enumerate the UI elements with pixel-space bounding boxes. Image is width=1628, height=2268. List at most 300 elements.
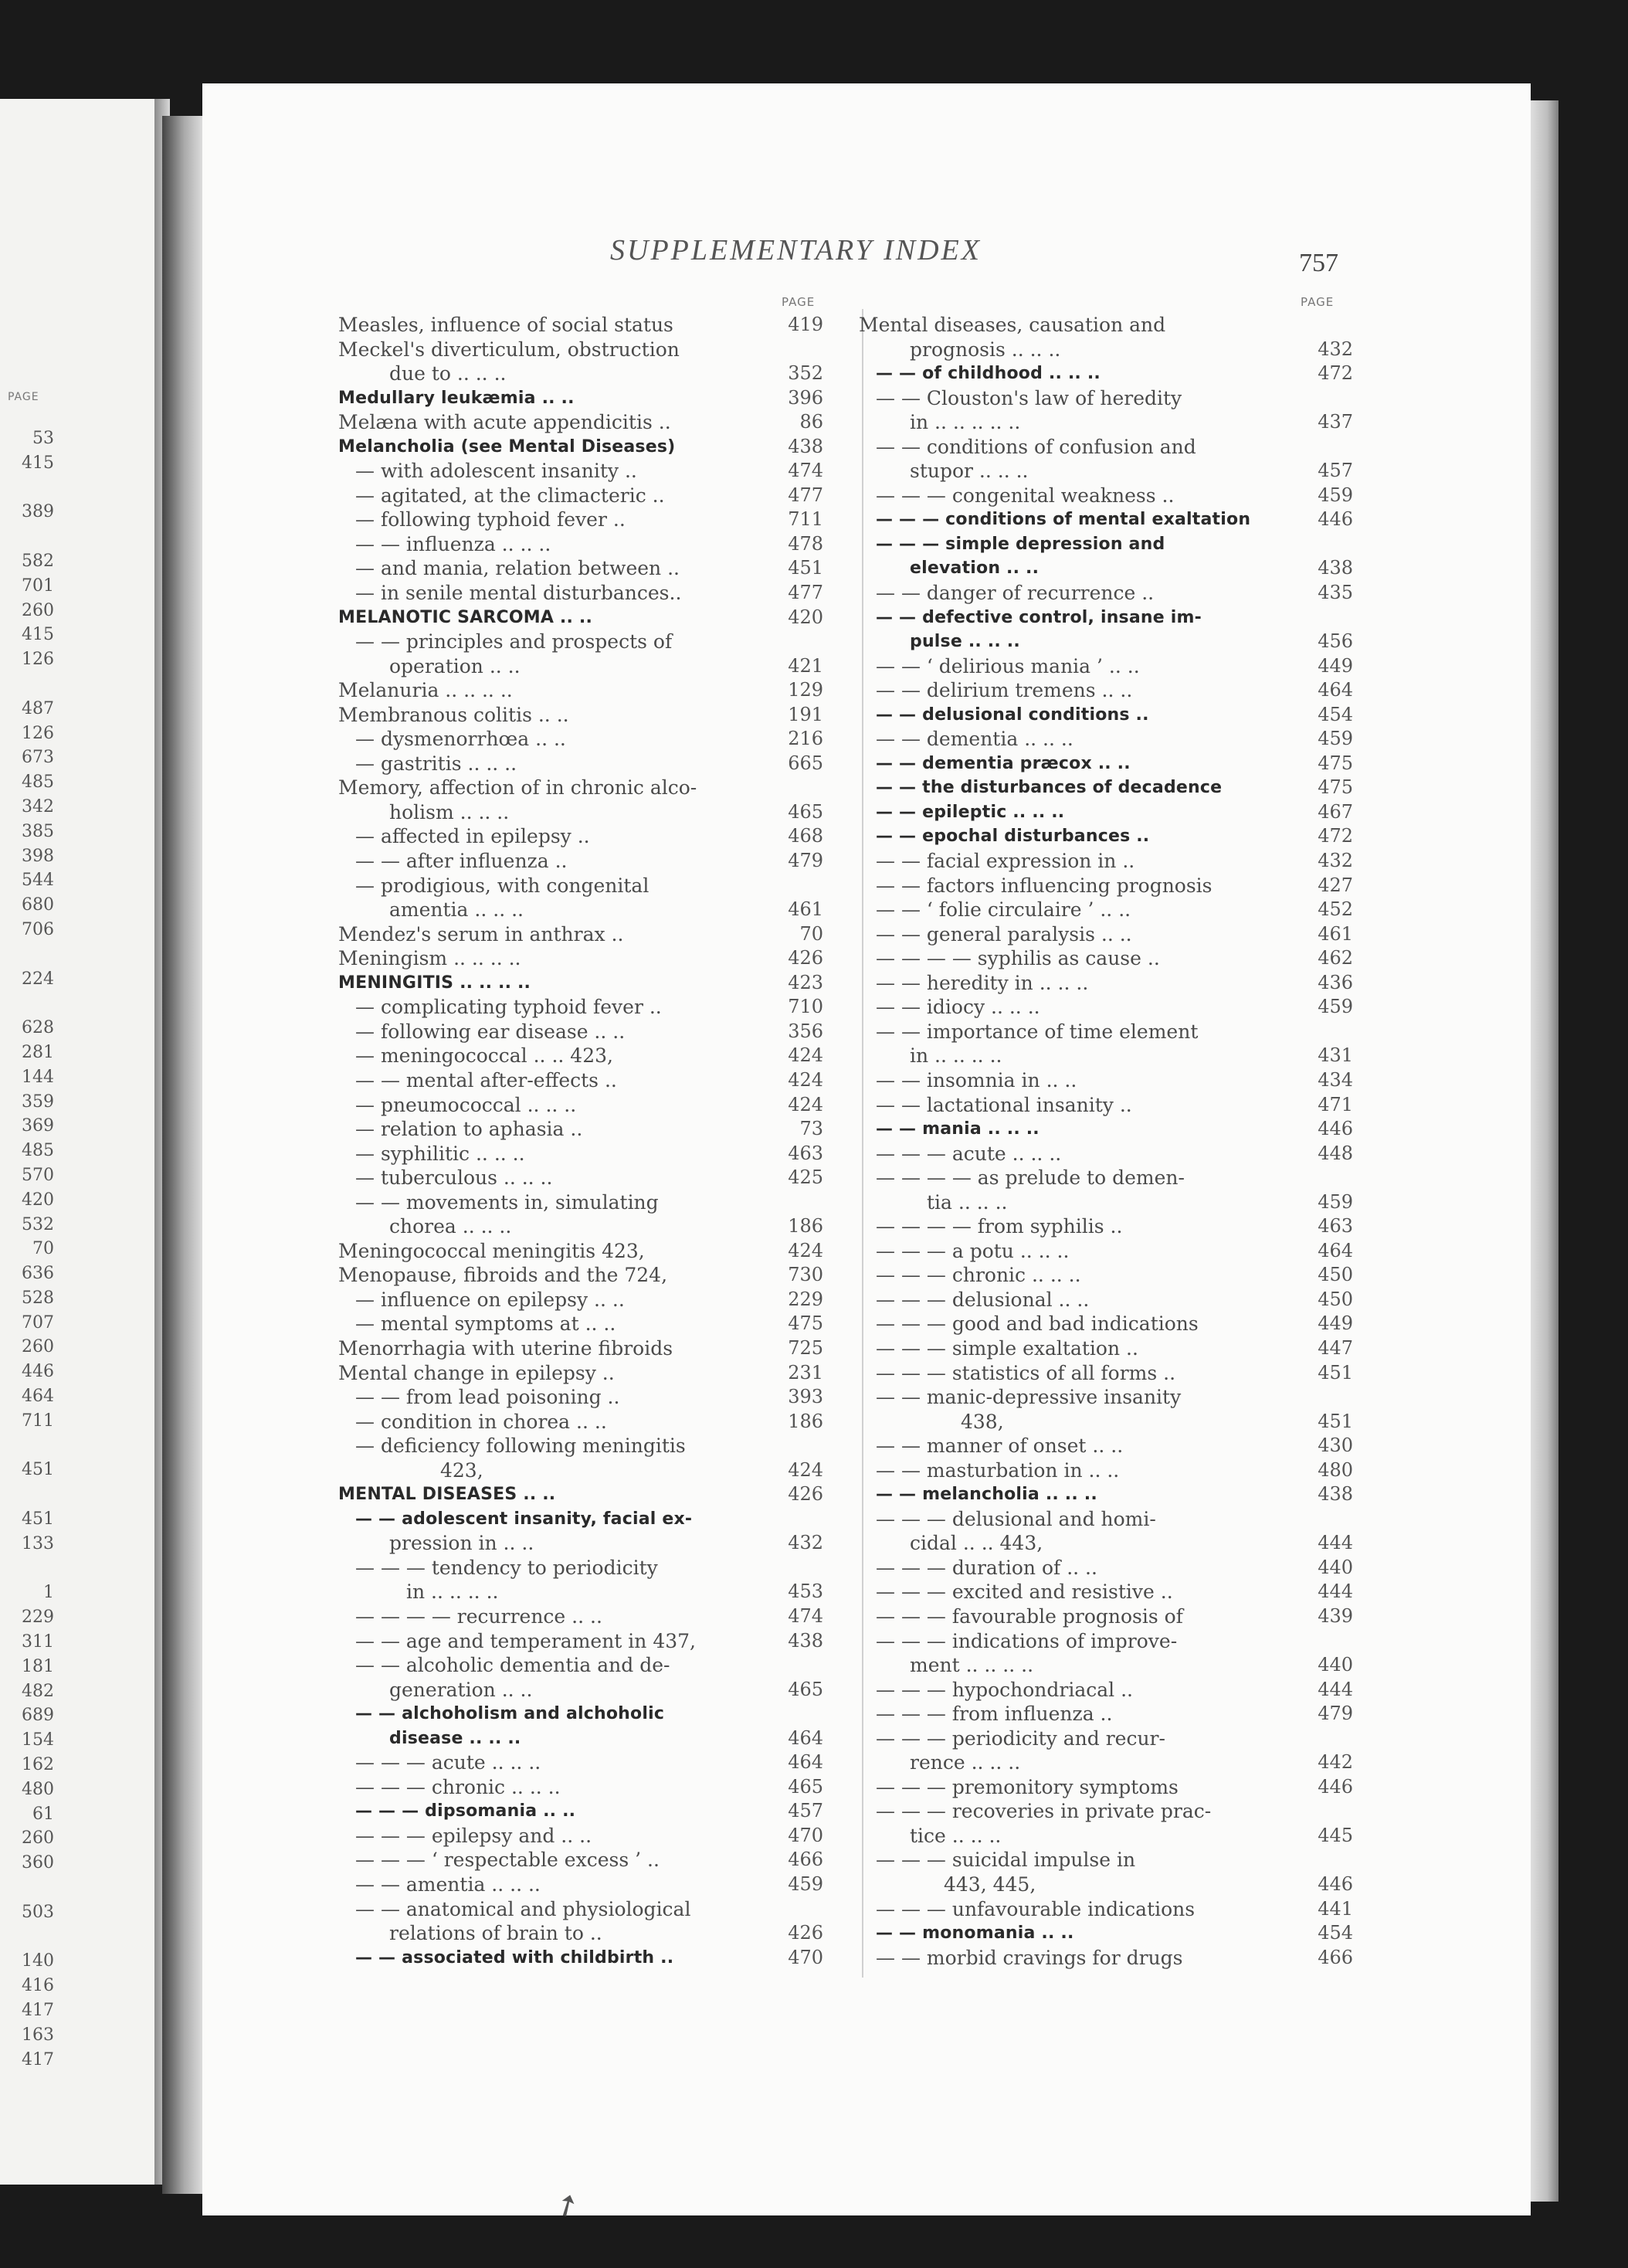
previous-page-number: 689 xyxy=(22,1706,54,1726)
index-entry xyxy=(338,776,823,800)
entry-page: 459 xyxy=(1318,484,1353,506)
index-entry xyxy=(859,1239,1353,1264)
index-entry xyxy=(338,581,823,606)
entry-text: — — morbid cravings for drugs xyxy=(876,1946,1183,1969)
index-entry xyxy=(338,1482,823,1507)
index-entry xyxy=(338,946,823,971)
index-entry xyxy=(859,1336,1353,1361)
entry-text: 443, 445, xyxy=(944,1873,1036,1896)
entry-text: — — alcoholic dementia and de- xyxy=(355,1654,670,1677)
entry-page: 665 xyxy=(788,752,823,774)
index-entry xyxy=(859,946,1353,971)
entry-page: 730 xyxy=(788,1264,823,1286)
entry-text: — — idiocy .. .. .. xyxy=(876,996,1040,1019)
index-entry xyxy=(859,1458,1353,1483)
previous-page-number xyxy=(0,1482,54,1507)
previous-page-number: 162 xyxy=(22,1755,54,1775)
previous-page-number: 229 xyxy=(22,1608,54,1628)
previous-page-number: 1 xyxy=(43,1583,54,1603)
index-entry xyxy=(859,654,1353,679)
entry-text: — affected in epilepsy .. xyxy=(355,825,590,848)
previous-page-number: 707 xyxy=(22,1312,54,1333)
entry-text: — — — — recurrence .. .. xyxy=(355,1604,602,1628)
entry-text: Mental diseases, causation and xyxy=(859,314,1166,336)
index-entry xyxy=(859,1872,1353,1897)
entry-text: — relation to aphasia .. xyxy=(355,1118,583,1141)
entry-page: 438 xyxy=(1318,1483,1353,1506)
entry-text: — gastritis .. .. .. xyxy=(355,752,517,775)
previous-page-number xyxy=(0,672,54,697)
page-number: 757 xyxy=(1299,249,1338,277)
previous-page-number: 360 xyxy=(22,1853,54,1873)
entry-text: — — from lead poisoning .. xyxy=(355,1386,620,1409)
index-entry xyxy=(859,313,1353,338)
index-entry xyxy=(338,1580,823,1604)
index-entry xyxy=(338,1336,823,1361)
index-entry xyxy=(338,824,823,849)
entry-text: — — masturbation in .. .. xyxy=(876,1458,1120,1482)
entry-page: 86 xyxy=(799,411,823,433)
index-entry xyxy=(859,1263,1353,1288)
entry-text: — — — conditions of mental exaltation xyxy=(876,510,1251,530)
entry-text: — — alchoholism and alchoholic xyxy=(355,1704,665,1724)
previous-page-number: 260 xyxy=(22,600,54,620)
entry-page: 352 xyxy=(788,362,823,385)
entry-text: — agitated, at the climacteric .. xyxy=(355,484,665,507)
entry-page: 461 xyxy=(788,898,823,921)
entry-text: Meckel's diverticulum, obstruction xyxy=(338,338,680,361)
index-entry xyxy=(859,338,1353,362)
previous-page-number: 359 xyxy=(22,1092,54,1112)
index-entry xyxy=(338,1702,823,1726)
entry-text: Membranous colitis .. .. xyxy=(338,703,569,726)
previous-page-number xyxy=(0,1925,54,1950)
entry-page: 186 xyxy=(788,1410,823,1432)
entry-text: — — — suicidal impulse in xyxy=(876,1849,1136,1872)
previous-page-number: 532 xyxy=(22,1214,54,1234)
entry-page: 479 xyxy=(1318,1703,1353,1725)
entry-text: Menopause, fibroids and the 724, xyxy=(338,1264,668,1287)
index-entry xyxy=(859,971,1353,996)
entry-text: — — amentia .. .. .. xyxy=(355,1873,541,1896)
entry-page: 463 xyxy=(1318,1215,1353,1238)
index-entry xyxy=(859,1410,1353,1434)
previous-page-number: 140 xyxy=(22,1951,54,1971)
index-entry xyxy=(859,1507,1353,1532)
entry-page: 444 xyxy=(1318,1580,1353,1603)
entry-page: 464 xyxy=(1318,679,1353,701)
index-entry xyxy=(338,1726,823,1751)
entry-text: — — — delusional and homi- xyxy=(876,1507,1156,1530)
entry-text: Medullary leukæmia .. .. xyxy=(338,388,575,408)
entry-page: 426 xyxy=(788,1483,823,1506)
entry-page: 459 xyxy=(1318,996,1353,1018)
entry-page: 440 xyxy=(1318,1654,1353,1676)
entry-page: 475 xyxy=(1318,776,1353,799)
entry-text: — — the disturbances of decadence xyxy=(876,778,1223,798)
index-entry xyxy=(338,971,823,996)
entry-text: — with adolescent insanity .. xyxy=(355,460,637,483)
entry-page: 437 xyxy=(1318,411,1353,433)
entry-page: 470 xyxy=(788,1946,823,1968)
entry-page: 216 xyxy=(788,728,823,750)
index-entry xyxy=(859,849,1353,874)
index-entry xyxy=(859,1385,1353,1410)
entry-text: MELANOTIC SARCOMA .. .. xyxy=(338,607,593,627)
index-entry xyxy=(859,581,1353,606)
index-entry xyxy=(859,678,1353,703)
index-entry xyxy=(338,727,823,752)
entry-text: Measles, influence of social status xyxy=(338,314,673,336)
previous-page-number: 420 xyxy=(22,1190,54,1210)
index-entry xyxy=(338,1361,823,1386)
entry-text: — — — premonitory symptoms xyxy=(876,1775,1179,1798)
entry-text: — — defective control, insane im- xyxy=(876,607,1202,627)
previous-page xyxy=(0,99,159,2185)
left-entries xyxy=(338,313,823,1970)
previous-page-number: 480 xyxy=(22,1779,54,1799)
entry-text: — — conditions of confusion and xyxy=(876,435,1196,458)
entry-text: — — manic-depressive insanity xyxy=(876,1386,1182,1409)
entry-text: — — influenza .. .. .. xyxy=(355,532,551,555)
entry-page: 446 xyxy=(1318,1775,1353,1798)
previous-page-number: 260 xyxy=(22,1828,54,1849)
entry-text: Menorrhagia with uterine fibroids xyxy=(338,1336,673,1360)
index-entry xyxy=(859,800,1353,825)
entry-text: ment .. .. .. .. xyxy=(910,1654,1034,1677)
entry-text: 423, xyxy=(440,1458,483,1482)
previous-page-number: 417 xyxy=(22,2001,54,2020)
entry-text: — — — tendency to periodicity xyxy=(355,1556,658,1579)
entry-text: — — ‘ delirious mania ’ .. .. xyxy=(876,654,1140,677)
entry-page: 430 xyxy=(1318,1434,1353,1457)
previous-page-number xyxy=(0,1876,54,1900)
index-entry xyxy=(859,1288,1353,1312)
previous-page-numbers xyxy=(0,426,54,2072)
index-entry xyxy=(338,1848,823,1872)
previous-page-number: 342 xyxy=(22,796,54,817)
entry-page: 424 xyxy=(788,1068,823,1091)
entry-page: 471 xyxy=(1318,1093,1353,1115)
index-entry xyxy=(338,1921,823,1946)
index-entry xyxy=(859,1702,1353,1726)
index-entry xyxy=(338,1897,823,1922)
entry-text: — — — from influenza .. xyxy=(876,1703,1113,1726)
entry-text: — — of childhood .. .. .. xyxy=(876,364,1101,384)
entry-page: 425 xyxy=(788,1166,823,1189)
previous-page-number: 528 xyxy=(22,1288,54,1308)
previous-page-number: 446 xyxy=(22,1362,54,1382)
previous-page-number xyxy=(0,525,54,549)
entry-page: 439 xyxy=(1318,1604,1353,1627)
previous-page-number: 711 xyxy=(22,1411,54,1431)
entry-page: 472 xyxy=(1318,362,1353,385)
index-entry xyxy=(859,898,1353,922)
entry-text: — in senile mental disturbances.. xyxy=(355,582,682,605)
entry-page: 478 xyxy=(788,532,823,555)
entry-page: 451 xyxy=(1318,1410,1353,1432)
previous-page-number: 281 xyxy=(22,1042,54,1062)
entry-page: 440 xyxy=(1318,1556,1353,1578)
entry-text: tia .. .. .. xyxy=(927,1190,1008,1214)
index-entry xyxy=(859,1556,1353,1580)
index-entry xyxy=(338,922,823,947)
previous-page-header: PAGE xyxy=(8,391,39,403)
entry-text: — — — unfavourable indications xyxy=(876,1897,1196,1920)
index-entry xyxy=(859,1653,1353,1678)
entry-page: 432 xyxy=(1318,338,1353,360)
previous-page-number: 398 xyxy=(22,846,54,866)
entry-page: 474 xyxy=(788,1604,823,1627)
entry-text: — meningococcal .. .. 423, xyxy=(355,1044,613,1068)
entry-text: — prodigious, with congenital xyxy=(355,874,650,897)
entry-page: 468 xyxy=(788,825,823,847)
entry-text: — — mania .. .. .. xyxy=(876,1119,1040,1139)
entry-text: Meningism .. .. .. .. xyxy=(338,947,521,970)
entry-page: 445 xyxy=(1318,1824,1353,1846)
previous-page-number: 61 xyxy=(32,1804,54,1824)
index-entry xyxy=(338,362,823,386)
entry-text: in .. .. .. .. xyxy=(910,1044,1002,1068)
entry-text: — — — periodicity and recur- xyxy=(876,1726,1165,1750)
cursor-arrow-icon: ➚ xyxy=(548,2183,586,2226)
entry-page: 442 xyxy=(1318,1751,1353,1774)
index-entry xyxy=(859,752,1353,776)
entry-text: chorea .. .. .. xyxy=(389,1215,512,1238)
entry-text: — — principles and prospects of xyxy=(355,630,673,654)
entry-page: 465 xyxy=(788,1775,823,1798)
entry-text: holism .. .. .. xyxy=(389,800,510,823)
index-entry xyxy=(859,1799,1353,1824)
index-entry xyxy=(338,678,823,703)
previous-page-number: 416 xyxy=(22,1976,54,1996)
index-entry xyxy=(859,703,1353,728)
entry-page: 446 xyxy=(1318,1873,1353,1895)
entry-text: — — — chronic .. .. .. xyxy=(355,1775,561,1798)
entry-page: 432 xyxy=(788,1532,823,1554)
index-entry xyxy=(338,800,823,825)
index-entry xyxy=(859,362,1353,386)
index-entry xyxy=(859,1044,1353,1068)
previous-page-number: 544 xyxy=(22,871,54,891)
index-entry xyxy=(859,630,1353,654)
index-entry xyxy=(338,849,823,874)
entry-text: Mental change in epilepsy .. xyxy=(338,1361,615,1384)
index-entry xyxy=(859,1482,1353,1507)
entry-text: — — — — syphilis as cause .. xyxy=(876,947,1160,970)
index-entry xyxy=(859,1726,1353,1751)
entry-text: — — — simple exaltation .. xyxy=(876,1336,1138,1360)
index-entry xyxy=(338,508,823,532)
entry-page: 186 xyxy=(788,1215,823,1238)
index-entry xyxy=(338,1556,823,1580)
previous-page-number: 417 xyxy=(22,2049,54,2069)
entry-text: — — mental after-effects .. xyxy=(355,1068,617,1092)
previous-page-number: 415 xyxy=(22,625,54,645)
index-entry xyxy=(338,1093,823,1118)
previous-page-number xyxy=(0,476,54,501)
entry-text: — — dementia .. .. .. xyxy=(876,728,1073,751)
index-entry xyxy=(338,386,823,411)
previous-page-number: 487 xyxy=(22,698,54,718)
page-edge xyxy=(1531,100,1558,2202)
previous-page-number: 570 xyxy=(22,1165,54,1185)
entry-text: — — movements in, simulating xyxy=(355,1190,659,1214)
index-entry xyxy=(859,606,1353,630)
index-entry xyxy=(338,1263,823,1288)
index-entry xyxy=(338,1507,823,1532)
entry-text: — influence on epilepsy .. .. xyxy=(355,1288,625,1311)
entry-page: 475 xyxy=(788,1312,823,1335)
previous-page-number: 451 xyxy=(22,1460,54,1480)
entry-text: Mendez's serum in anthrax .. xyxy=(338,922,624,946)
entry-text: — — Clouston's law of heredity xyxy=(876,386,1182,409)
entry-text: Melæna with acute appendicitis .. xyxy=(338,411,671,434)
index-entry xyxy=(338,898,823,922)
index-entry xyxy=(859,386,1353,411)
entry-page: 419 xyxy=(788,314,823,335)
entry-page: 459 xyxy=(788,1873,823,1895)
entry-text: Melancholia (see Mental Diseases) xyxy=(338,436,676,457)
entry-page: 461 xyxy=(1318,922,1353,945)
entry-text: — — — congenital weakness .. xyxy=(876,484,1175,507)
index-entry xyxy=(338,1410,823,1434)
previous-page-number: 163 xyxy=(22,2025,54,2045)
entry-text: — — — ‘ respectable excess ’ .. xyxy=(355,1849,660,1872)
entry-text: — condition in chorea .. .. xyxy=(355,1410,607,1433)
index-entry xyxy=(338,435,823,460)
entry-text: rence .. .. .. xyxy=(910,1751,1021,1774)
index-entry xyxy=(338,1872,823,1897)
previous-page-number: 311 xyxy=(22,1632,54,1652)
index-entry xyxy=(338,556,823,581)
entry-text: — — — acute .. .. .. xyxy=(355,1751,541,1774)
index-entry xyxy=(859,484,1353,508)
entry-page: 452 xyxy=(1318,898,1353,921)
entry-page: 444 xyxy=(1318,1532,1353,1554)
entry-page: 457 xyxy=(1318,460,1353,482)
entry-page: 477 xyxy=(788,582,823,604)
entry-text: — — — chronic .. .. .. xyxy=(876,1264,1081,1287)
entry-text: — — manner of onset .. .. xyxy=(876,1434,1124,1458)
entry-page: 466 xyxy=(1318,1946,1353,1968)
entry-page: 465 xyxy=(788,800,823,823)
index-entry xyxy=(338,1824,823,1849)
index-entry xyxy=(338,1239,823,1264)
index-entry xyxy=(859,1434,1353,1458)
right-column-page-header: PAGE xyxy=(1301,295,1335,309)
entry-page: 451 xyxy=(788,557,823,579)
index-entry xyxy=(859,410,1353,435)
entry-page: 479 xyxy=(788,850,823,872)
index-entry xyxy=(338,1068,823,1093)
previous-page-number: 485 xyxy=(22,1141,54,1161)
previous-page-number: 706 xyxy=(22,919,54,939)
index-entry xyxy=(859,1166,1353,1190)
entry-text: stupor .. .. .. xyxy=(910,460,1029,483)
entry-page: 427 xyxy=(1318,874,1353,896)
entry-page: 464 xyxy=(1318,1239,1353,1261)
entry-page: 229 xyxy=(788,1288,823,1310)
entry-text: Memory, affection of in chronic alco- xyxy=(338,776,697,800)
entry-page: 446 xyxy=(1318,1118,1353,1140)
entry-page: 431 xyxy=(1318,1044,1353,1067)
entry-page: 435 xyxy=(1318,582,1353,604)
previous-page-number: 224 xyxy=(22,969,54,989)
previous-page-number: 680 xyxy=(22,895,54,915)
entry-page: 451 xyxy=(1318,1361,1353,1384)
entry-text: MENTAL DISEASES .. .. xyxy=(338,1485,556,1505)
index-entry xyxy=(859,435,1353,460)
entry-text: elevation .. .. xyxy=(910,559,1040,579)
index-entry xyxy=(859,1190,1353,1215)
index-entry xyxy=(859,1093,1353,1118)
index-entry xyxy=(338,995,823,1020)
previous-page-number: 482 xyxy=(22,1681,54,1701)
entry-text: disease .. .. .. xyxy=(389,1728,521,1748)
entry-text: — dysmenorrhœa .. .. xyxy=(355,728,566,751)
entry-page: 70 xyxy=(799,922,823,945)
entry-text: — — monomania .. .. xyxy=(876,1923,1074,1944)
entry-text: — — melancholia .. .. .. xyxy=(876,1485,1097,1505)
entry-page: 424 xyxy=(788,1239,823,1261)
entry-text: — — — recoveries in private prac- xyxy=(876,1800,1212,1823)
previous-page-number: 70 xyxy=(32,1239,54,1259)
previous-page-number: 628 xyxy=(22,1018,54,1038)
entry-page: 449 xyxy=(1318,1312,1353,1335)
entry-text: — — importance of time element xyxy=(876,1020,1199,1043)
entry-text: — — — good and bad indications xyxy=(876,1312,1199,1336)
entry-page: 446 xyxy=(1318,508,1353,531)
index-entry xyxy=(338,1044,823,1068)
entry-page: 423 xyxy=(788,971,823,993)
entry-page: 424 xyxy=(788,1044,823,1067)
entry-text: — — — indications of improve- xyxy=(876,1629,1178,1652)
previous-page-number: 369 xyxy=(22,1116,54,1136)
previous-page-number: 144 xyxy=(22,1067,54,1087)
entry-page: 725 xyxy=(788,1336,823,1359)
entry-text: — — — — as prelude to demen- xyxy=(876,1166,1185,1190)
previous-page-number: 53 xyxy=(32,429,54,448)
index-entry xyxy=(338,1190,823,1215)
entry-page: 396 xyxy=(788,386,823,409)
entry-page: 462 xyxy=(1318,947,1353,969)
index-entry xyxy=(338,1653,823,1678)
entry-text: — complicating typhoid fever .. xyxy=(355,996,662,1019)
entry-text: — — danger of recurrence .. xyxy=(876,582,1155,605)
entry-text: — — age and temperament in 437, xyxy=(355,1629,697,1652)
entry-page: 436 xyxy=(1318,971,1353,993)
index-entry xyxy=(338,1385,823,1410)
index-entry xyxy=(859,1750,1353,1775)
entry-page: 424 xyxy=(788,1093,823,1115)
previous-page-number: 701 xyxy=(22,575,54,596)
entry-text: — — delusional conditions .. xyxy=(876,705,1149,725)
index-entry xyxy=(859,776,1353,800)
previous-page-number: 415 xyxy=(22,453,54,473)
previous-page-number: 451 xyxy=(22,1509,54,1530)
entry-page: 420 xyxy=(788,606,823,628)
index-entry xyxy=(338,1214,823,1239)
entry-text: relations of brain to .. xyxy=(389,1922,602,1945)
index-entry xyxy=(338,459,823,484)
entry-text: generation .. .. xyxy=(389,1678,533,1701)
entry-page: 467 xyxy=(1318,800,1353,823)
index-entry xyxy=(859,1824,1353,1849)
previous-page-number: 385 xyxy=(22,821,54,841)
entry-page: 474 xyxy=(788,460,823,482)
index-entry xyxy=(859,1117,1353,1142)
